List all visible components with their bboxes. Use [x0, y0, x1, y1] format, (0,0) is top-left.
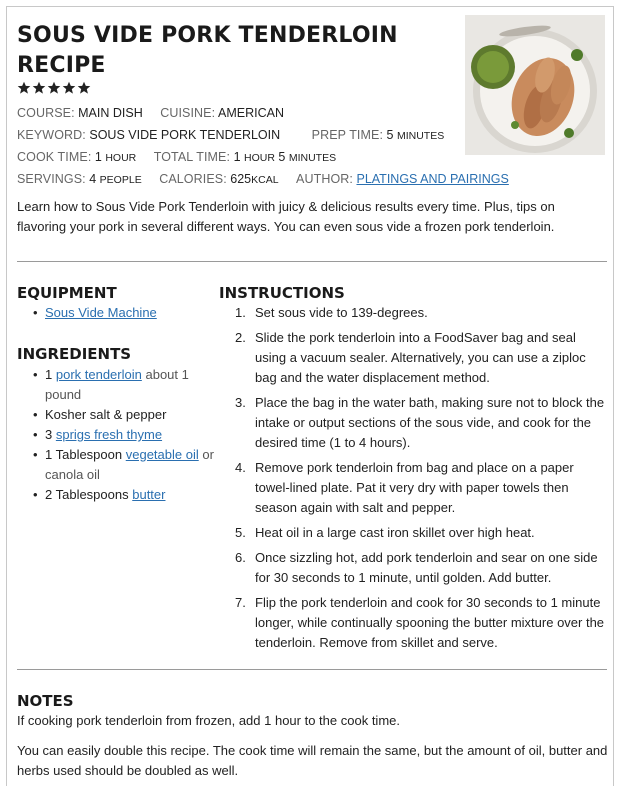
servings-value: 4: [89, 172, 97, 186]
instruction-text: Place the bag in the water bath, making sure not to block the intake or output sections of the sous vide, and cook for the desired time (1 to 4 hours).: [255, 395, 605, 450]
prep-time-label: PREP TIME:: [311, 128, 384, 142]
rating-stars[interactable]: [17, 81, 91, 99]
ingredient-link[interactable]: sprigs fresh thyme: [55, 427, 163, 442]
ingredients-heading: INGREDIENTS: [17, 345, 132, 363]
author-label: AUTHOR:: [296, 172, 353, 186]
prep-time-unit: MINUTES: [396, 130, 445, 142]
list-item: [17, 425, 217, 445]
instruction-step: 6. Once sizzling hot, add pork tenderloin and sear on one side for 30 seconds to 1 minute, until golden. Add butter.: [235, 550, 598, 585]
cook-time-label: COOK TIME:: [17, 150, 92, 164]
ingredient-amount: 1: [45, 367, 53, 382]
meta-row-2: [17, 127, 444, 144]
notes-heading: NOTES: [17, 692, 74, 710]
instruction-text: Remove pork tenderloin from bag and place on a paper towel-lined plate. Pat it very dry with paper towels then season again with salt and pepper.: [255, 460, 574, 515]
note-text: If cooking pork tenderloin from frozen, add 1 hour to the cook time.: [17, 713, 400, 728]
servings-label: SERVINGS:: [17, 172, 86, 186]
cook-time-value: 1: [94, 150, 102, 164]
instruction-text: Set sous vide to 139-degrees.: [255, 305, 428, 320]
ingredients-list: [17, 365, 217, 505]
keyword-value: SOUS VIDE PORK TENDERLOIN: [89, 128, 281, 142]
equipment-list: [17, 303, 217, 323]
divider: [17, 669, 607, 670]
course-value: MAIN DISH: [78, 106, 143, 120]
list-item: [17, 485, 217, 505]
total-time-minutes-unit: MINUTES: [288, 152, 337, 164]
instructions-list: [235, 303, 605, 658]
course-label: COURSE:: [17, 106, 75, 120]
total-time-label: TOTAL TIME:: [153, 150, 231, 164]
ingredient-amount: 3: [45, 427, 53, 442]
instruction-step: 1. Set sous vide to 139-degrees.: [235, 305, 428, 320]
instruction-step: 3. Place the bag in the water bath, making sure not to block the intake or output sections of the sous vide, and cook for the desired time (1 to 4 hours).: [235, 395, 605, 450]
meta-row-3: [17, 149, 336, 166]
cook-time-unit: HOUR: [105, 152, 137, 164]
ingredient-link[interactable]: pork tenderloin: [55, 367, 142, 382]
note-text: You can easily double this recipe. The cook time will remain the same, but the amount of oil, butter and herbs used should be doubled as well.: [17, 743, 608, 778]
star-icon[interactable]: [47, 81, 61, 95]
instruction-step: 2. Slide the pork tenderloin into a FoodSaver bag and seal using a vacuum sealer. Alternatively, you can use a ziploc bag and the water displacement method.: [235, 330, 586, 385]
ingredient-link[interactable]: vegetable oil: [125, 447, 199, 462]
recipe-card: [6, 6, 614, 786]
meta-row-1: [17, 105, 284, 121]
list-item: [17, 303, 217, 323]
recipe-photo: [465, 15, 605, 155]
ingredient-amount: 2 Tablespoons: [45, 487, 129, 502]
list-item: [17, 365, 217, 405]
ingredient-note: about 1 pound: [45, 367, 189, 402]
equipment-heading: EQUIPMENT: [17, 284, 117, 302]
recipe-summary: Learn how to Sous Vide Pork Tenderloin with juicy & delicious results every time. Plus, tips on flavoring your pork in several different ways. You can even sous vide a frozen pork tenderloin.: [17, 199, 555, 234]
ingredient-amount: 1 Tablespoon: [45, 447, 123, 462]
ingredient-text: Kosher salt & pepper: [45, 407, 167, 422]
ingredient-link[interactable]: butter: [132, 487, 166, 502]
list-item: [17, 445, 217, 485]
cuisine-value: AMERICAN: [218, 106, 284, 120]
star-icon[interactable]: [77, 81, 91, 95]
cuisine-label: CUISINE:: [160, 106, 216, 120]
total-time-minutes: 5: [278, 150, 286, 164]
instruction-text: Slide the pork tenderloin into a FoodSaver bag and seal using a vacuum sealer. Alternatively, you can use a ziploc bag and the water displacement method.: [255, 330, 586, 385]
recipe-title: SOUS VIDE PORK TENDERLOIN RECIPE: [17, 23, 398, 78]
author-link[interactable]: PLATINGS AND PAIRINGS: [356, 172, 509, 186]
calories-value: 625: [230, 172, 252, 186]
servings-unit: PEOPLE: [99, 174, 142, 186]
divider: [17, 261, 607, 262]
instruction-step: 4. Remove pork tenderloin from bag and place on a paper towel-lined plate. Pat it very dry with paper towels then season again with salt and pepper.: [235, 460, 574, 515]
star-icon[interactable]: [62, 81, 76, 95]
instruction-text: Heat oil in a large cast iron skillet over high heat.: [255, 525, 535, 540]
instruction-step: 7. Flip the pork tenderloin and cook for 30 seconds to 1 minute longer, while continually spooning the butter mixture over the tenderloin. Remove from skillet and serve.: [235, 595, 605, 650]
meta-row-4: [17, 171, 509, 188]
calories-label: CALORIES:: [159, 172, 227, 186]
instruction-step: 5. Heat oil in a large cast iron skillet over high heat.: [235, 525, 535, 540]
instruction-text: Once sizzling hot, add pork tenderloin and sear on one side for 30 seconds to 1 minute, until golden. Add butter.: [255, 550, 598, 585]
list-item: [17, 405, 217, 425]
total-time-hours: 1: [233, 150, 241, 164]
calories-unit: KCAL: [251, 174, 279, 186]
star-icon[interactable]: [17, 81, 31, 95]
ingredient-note: or canola oil: [45, 447, 214, 482]
keyword-label: KEYWORD:: [17, 128, 86, 142]
star-icon[interactable]: [32, 81, 46, 95]
instruction-text: Flip the pork tenderloin and cook for 30 seconds to 1 minute longer, while continually spooning the butter mixture over the tenderloin. Remove from skillet and serve.: [255, 595, 605, 650]
equipment-link[interactable]: Sous Vide Machine: [45, 305, 157, 320]
prep-time-value: 5: [386, 128, 394, 142]
total-time-hours-unit: HOUR: [244, 152, 275, 164]
instructions-heading: INSTRUCTIONS: [219, 284, 345, 302]
